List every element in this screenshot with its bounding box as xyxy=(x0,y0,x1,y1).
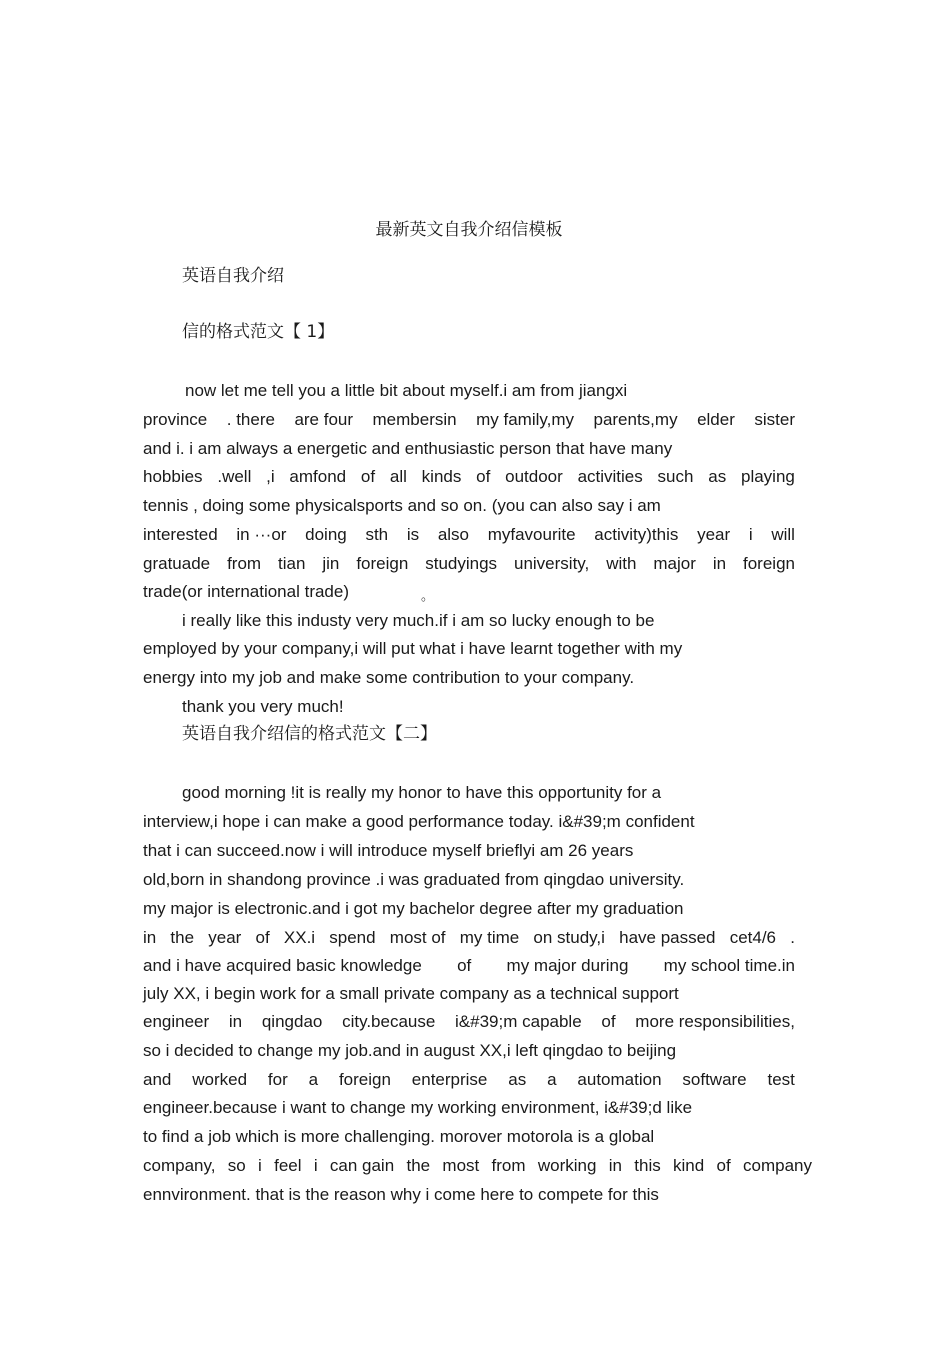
paragraph-line: now let me tell you a little bit about myself.i am from jiangxi xyxy=(185,381,628,400)
paragraph-line-justified: engineer in qingdao city.because i&#39;m capable of more responsibilities, xyxy=(143,1012,795,1031)
paragraph-line: energy into my job and make some contribution to your company. xyxy=(143,668,635,687)
paragraph-line: to find a job which is more challenging. morover motorola is a global xyxy=(143,1127,655,1146)
paragraph-line-justified: hobbies .well ,i amfond of all kinds of outdoor activities such as playing xyxy=(143,467,795,486)
heading-letter-format-2: 英语自我介绍信的格式范文【二】 xyxy=(182,724,437,744)
paragraph-line: so i decided to change my job.and in august XX,i left qingdao to beijing xyxy=(143,1041,677,1060)
paragraph-line: that i can succeed.now i will introduce myself brieflyi am 26 years xyxy=(143,841,634,860)
paragraph-line-justified: in the year of XX.i spend most of my time on study,i have passed cet4/6 . xyxy=(143,928,795,947)
paragraph-line: trade(or international trade) xyxy=(143,582,350,601)
paragraph-line-justified: gratuade from tian jin foreign studyings university, with major in foreign xyxy=(143,554,795,573)
paragraph-line: ennvironment. that is the reason why i come here to compete for this xyxy=(143,1185,659,1204)
paragraph-line: my major is electronic.and i got my bachelor degree after my graduation xyxy=(143,899,684,918)
paragraph-line-justified: and worked for a foreign enterprise as a automation software test xyxy=(143,1070,795,1089)
heading-letter-format-1: 信的格式范文【 1】 xyxy=(182,322,335,342)
paragraph-line: old,born in shandong province .i was graduated from qingdao university. xyxy=(143,870,685,889)
paragraph-line: thank you very much! xyxy=(182,697,344,716)
paragraph-line-justified: province . there are four membersin my family,my parents,my elder sister xyxy=(143,410,795,429)
document-title: 最新英文自我介绍信模板 xyxy=(375,220,563,240)
paragraph-line: and i. i am always a energetic and enthusiastic person that have many xyxy=(143,439,673,458)
paragraph-line-justified: company, so i feel i can gain the most from working in this kind of company xyxy=(143,1156,812,1175)
paragraph-line-justified: interested in ···or doing sth is also myfavourite activity)this year i will xyxy=(143,525,795,544)
heading-english-self-intro: 英语自我介绍 xyxy=(182,266,284,286)
paragraph-line: july XX, i begin work for a small private company as a technical support xyxy=(143,984,679,1003)
paragraph-line: i really like this industy very much.if i am so lucky enough to be xyxy=(182,611,655,630)
paragraph-line: tennis , doing some physicalsports and so on. (you can also say i am xyxy=(143,496,661,515)
paragraph-line: interview,i hope i can make a good performance today. i&#39;m confident xyxy=(143,812,695,831)
paragraph-line: good morning !it is really my honor to have this opportunity for a xyxy=(182,783,662,802)
paragraph-line: engineer.because i want to change my working environment, i&#39;d like xyxy=(143,1098,693,1117)
punctuation-mark: 。 xyxy=(421,588,435,603)
paragraph-line: employed by your company,i will put what i have learnt together with my xyxy=(143,639,683,658)
paragraph-line-justified: and i have acquired basic knowledge of my major during my school time.in xyxy=(143,956,795,975)
